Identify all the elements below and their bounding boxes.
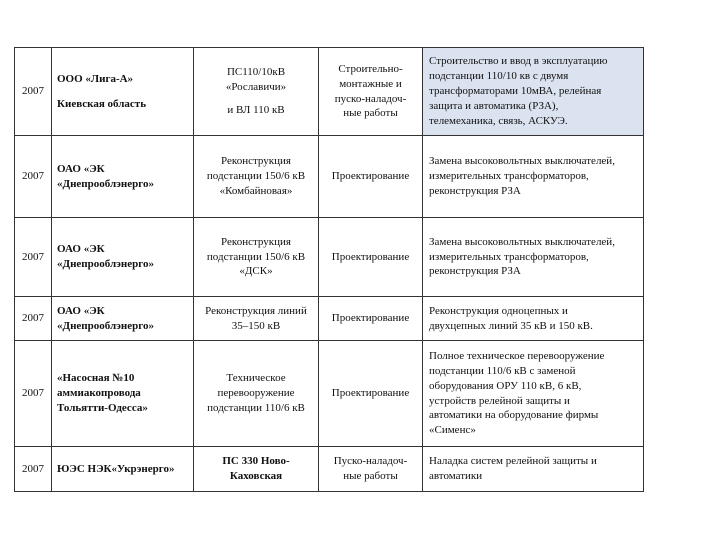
description-cell bbox=[423, 297, 644, 341]
description-cell bbox=[423, 341, 644, 447]
works-line: Проектирование bbox=[331, 250, 410, 263]
desc-line: Замена высоковольтных выключателей, bbox=[429, 155, 615, 168]
works-cell bbox=[319, 447, 423, 492]
year-cell: 2007 bbox=[15, 447, 52, 492]
object-cell bbox=[194, 136, 319, 218]
desc-line: Замена высоковольтных выключателей, bbox=[429, 235, 615, 248]
works-line: Пуско-наладоч- bbox=[333, 455, 408, 468]
desc-line: трансформаторами 10мВА, релейная bbox=[429, 85, 602, 98]
table-row bbox=[15, 341, 644, 447]
object-line: Каховская bbox=[229, 470, 283, 482]
desc-line: «Сименс» bbox=[429, 424, 476, 437]
year-cell: 2007 bbox=[15, 136, 52, 218]
table-row bbox=[15, 136, 644, 218]
object-line: Техническое bbox=[226, 372, 286, 385]
table-row bbox=[15, 48, 644, 136]
object-line: ПС110/10кВ bbox=[226, 66, 286, 79]
client-cell bbox=[52, 341, 194, 447]
desc-line: устройств релейной защиты и bbox=[429, 394, 570, 407]
client-cell bbox=[52, 136, 194, 218]
client-line: ОАО «ЭК bbox=[57, 304, 105, 317]
desc-line: Строительство и ввод в эксплуатацию bbox=[429, 55, 608, 68]
year-cell: 2007 bbox=[15, 341, 52, 447]
works-line: ные работы bbox=[343, 107, 398, 120]
works-line: пуско-наладоч- bbox=[334, 92, 407, 105]
desc-line: Наладка систем релейной защиты и bbox=[429, 455, 597, 468]
works-line: Проектирование bbox=[331, 387, 410, 400]
object-line: перевооружение bbox=[217, 387, 295, 400]
works-cell bbox=[319, 341, 423, 447]
description-cell bbox=[423, 48, 644, 136]
object-line: подстанции 150/6 кВ bbox=[206, 170, 306, 183]
desc-line: автоматики на оборудование фирмы bbox=[429, 409, 599, 422]
year-cell: 2007 bbox=[15, 218, 52, 297]
works-cell bbox=[319, 136, 423, 218]
object-line: «Рославичи» bbox=[225, 81, 287, 94]
client-line: Киевская область bbox=[57, 97, 147, 110]
client-line: ОАО «ЭК bbox=[57, 243, 105, 256]
object-line: Реконструкция bbox=[221, 235, 291, 248]
desc-line: двухцепных линий 35 кВ и 150 кВ. bbox=[429, 319, 593, 332]
object-line: 35–150 кВ bbox=[231, 319, 281, 332]
desc-line: подстанции 110/10 кв с двумя bbox=[429, 70, 569, 83]
works-line: монтажные и bbox=[339, 77, 402, 90]
object-cell bbox=[194, 341, 319, 447]
object-line: «ДСК» bbox=[239, 265, 273, 278]
object-line: подстанции 110/6 кВ bbox=[207, 401, 305, 414]
client-line: «Днепрооблэнерго» bbox=[57, 258, 154, 270]
object-line: Реконструкция bbox=[221, 155, 291, 168]
works-cell bbox=[319, 218, 423, 297]
desc-line: телемеханика, связь, АСКУЭ. bbox=[429, 114, 568, 127]
table-row bbox=[15, 447, 644, 492]
client-cell bbox=[52, 447, 194, 492]
desc-line: реконструкция РЗА bbox=[429, 184, 521, 197]
projects-table bbox=[14, 47, 644, 492]
desc-line: автоматики bbox=[429, 470, 483, 482]
works-line: ные работы bbox=[343, 470, 398, 482]
desc-line: реконструкция РЗА bbox=[429, 265, 521, 278]
table-row bbox=[15, 297, 644, 341]
desc-line: оборудования ОРУ 110 кВ, 6 кВ, bbox=[429, 379, 582, 392]
object-cell bbox=[194, 297, 319, 341]
client-line: «Насосная №10 bbox=[57, 372, 135, 385]
object-line: Реконструкция линий bbox=[205, 304, 307, 317]
table-row bbox=[15, 218, 644, 297]
client-cell bbox=[52, 48, 194, 136]
description-cell bbox=[423, 447, 644, 492]
client-line: ЮЭС НЭК«Укрэнерго» bbox=[57, 462, 175, 475]
desc-line: Реконструкция одноцепных и bbox=[429, 304, 568, 317]
object-line: «Комбайновая» bbox=[219, 184, 293, 197]
client-line: «Днепрооблэнерго» bbox=[57, 177, 154, 190]
description-cell bbox=[423, 136, 644, 218]
description-cell bbox=[423, 218, 644, 297]
object-line: ПС 330 Ново- bbox=[222, 455, 290, 468]
client-line: Тольятти-Одесса» bbox=[57, 401, 148, 414]
object-cell bbox=[194, 48, 319, 136]
works-cell bbox=[319, 48, 423, 136]
object-cell bbox=[194, 447, 319, 492]
client-line: ООО «Лига-А» bbox=[57, 72, 134, 85]
client-line: «Днепрооблэнерго» bbox=[57, 319, 154, 332]
client-cell bbox=[52, 218, 194, 297]
works-line: Проектирование bbox=[331, 312, 410, 325]
client-line: ОАО «ЭК bbox=[57, 162, 105, 175]
desc-line: Полное техническое перевооружение bbox=[429, 349, 605, 362]
year-cell: 2007 bbox=[15, 48, 52, 136]
desc-line: измерительных трансформаторов, bbox=[429, 170, 589, 183]
works-cell bbox=[319, 297, 423, 341]
desc-line: подстанции 110/6 кВ с заменой bbox=[429, 364, 576, 377]
client-cell bbox=[52, 297, 194, 341]
object-line: и ВЛ 110 кВ bbox=[227, 103, 285, 116]
desc-line: измерительных трансформаторов, bbox=[429, 250, 589, 263]
object-cell bbox=[194, 218, 319, 297]
works-line: Строительно- bbox=[338, 62, 403, 75]
works-line: Проектирование bbox=[331, 170, 410, 183]
client-line: аммиакопровода bbox=[57, 387, 141, 400]
desc-line: защита и автоматика (РЗА), bbox=[429, 99, 559, 112]
year-cell: 2007 bbox=[15, 297, 52, 341]
object-line: подстанции 150/6 кВ bbox=[206, 250, 306, 263]
